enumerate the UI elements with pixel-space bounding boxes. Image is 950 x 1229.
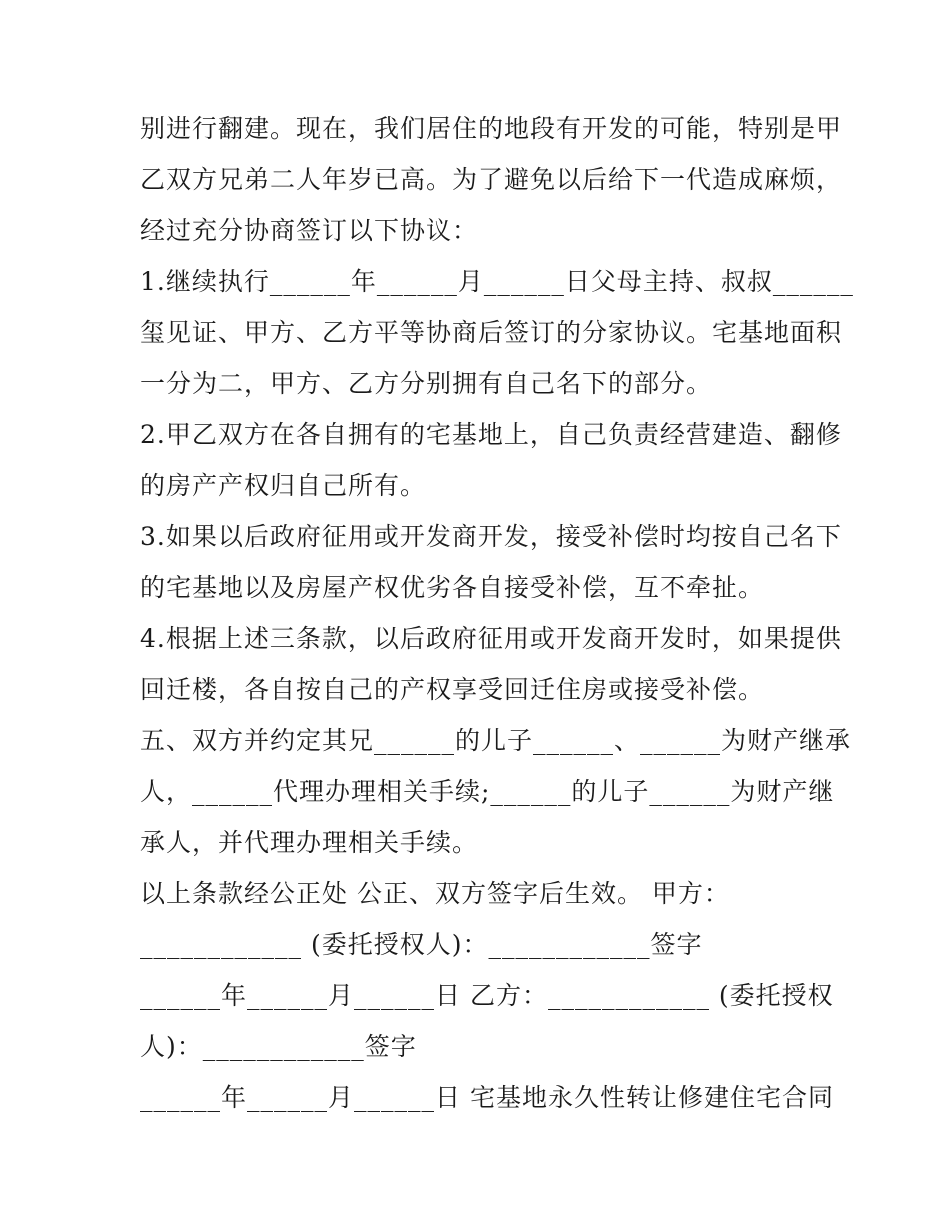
party-b-line: ______年______月______日 乙方：____________ (委托授权 <box>140 981 834 1010</box>
party-a-signature-line: ____________ (委托授权人)：____________签字 <box>140 930 703 959</box>
text-line: 的房产产权归自己所有。 <box>140 471 427 500</box>
effectiveness-line: 以上条款经公正处 公正、双方签字后生效。 甲方： <box>140 879 730 908</box>
date-title-line: ______年______月______日 宅基地永久性转让修建住宅合同 <box>140 1083 834 1112</box>
party-b-signature-line: 人)：____________签字 <box>140 1032 417 1061</box>
clause-2-line: 2.甲乙双方在各自拥有的宅基地上，自己负责经营建造、翻修 <box>140 420 842 449</box>
text-line: 一分为二，甲方、乙方分别拥有自己名下的部分。 <box>140 369 713 398</box>
text-line: 乙双方兄弟二人年岁已高。为了避免以后给下一代造成麻烦， <box>140 165 843 194</box>
text-line: 玺见证、甲方、乙方平等协商后签订的分家协议。宅基地面积 <box>140 318 843 347</box>
clause-4-line: 4.根据上述三条款，以后政府征用或开发商开发时，如果提供 <box>140 624 842 653</box>
text-line: 别进行翻建。现在，我们居住的地段有开发的可能，特别是甲 <box>140 114 843 143</box>
text-line: 人，______代理办理相关手续;______的儿子______为财产继 <box>140 777 835 806</box>
contract-text <box>140 103 854 1123</box>
clause-3-line: 3.如果以后政府征用或开发商开发，接受补偿时均按自己名下 <box>140 522 842 551</box>
text-line: 经过充分协商签订以下协议： <box>140 216 479 245</box>
clause-5-line: 五、双方并约定其兄______的儿子______、______为财产继承 <box>140 726 852 755</box>
text-line: 的宅基地以及房屋产权优劣各自接受补偿，互不牵扯。 <box>140 573 765 602</box>
clause-1-line: 1.继续执行______年______月______日父母主持、叔叔______ <box>140 267 854 296</box>
text-line: 承人，并代理办理相关手续。 <box>140 828 479 857</box>
text-line: 回迁楼，各自按自己的产权享受回迁住房或接受补偿。 <box>140 675 765 704</box>
